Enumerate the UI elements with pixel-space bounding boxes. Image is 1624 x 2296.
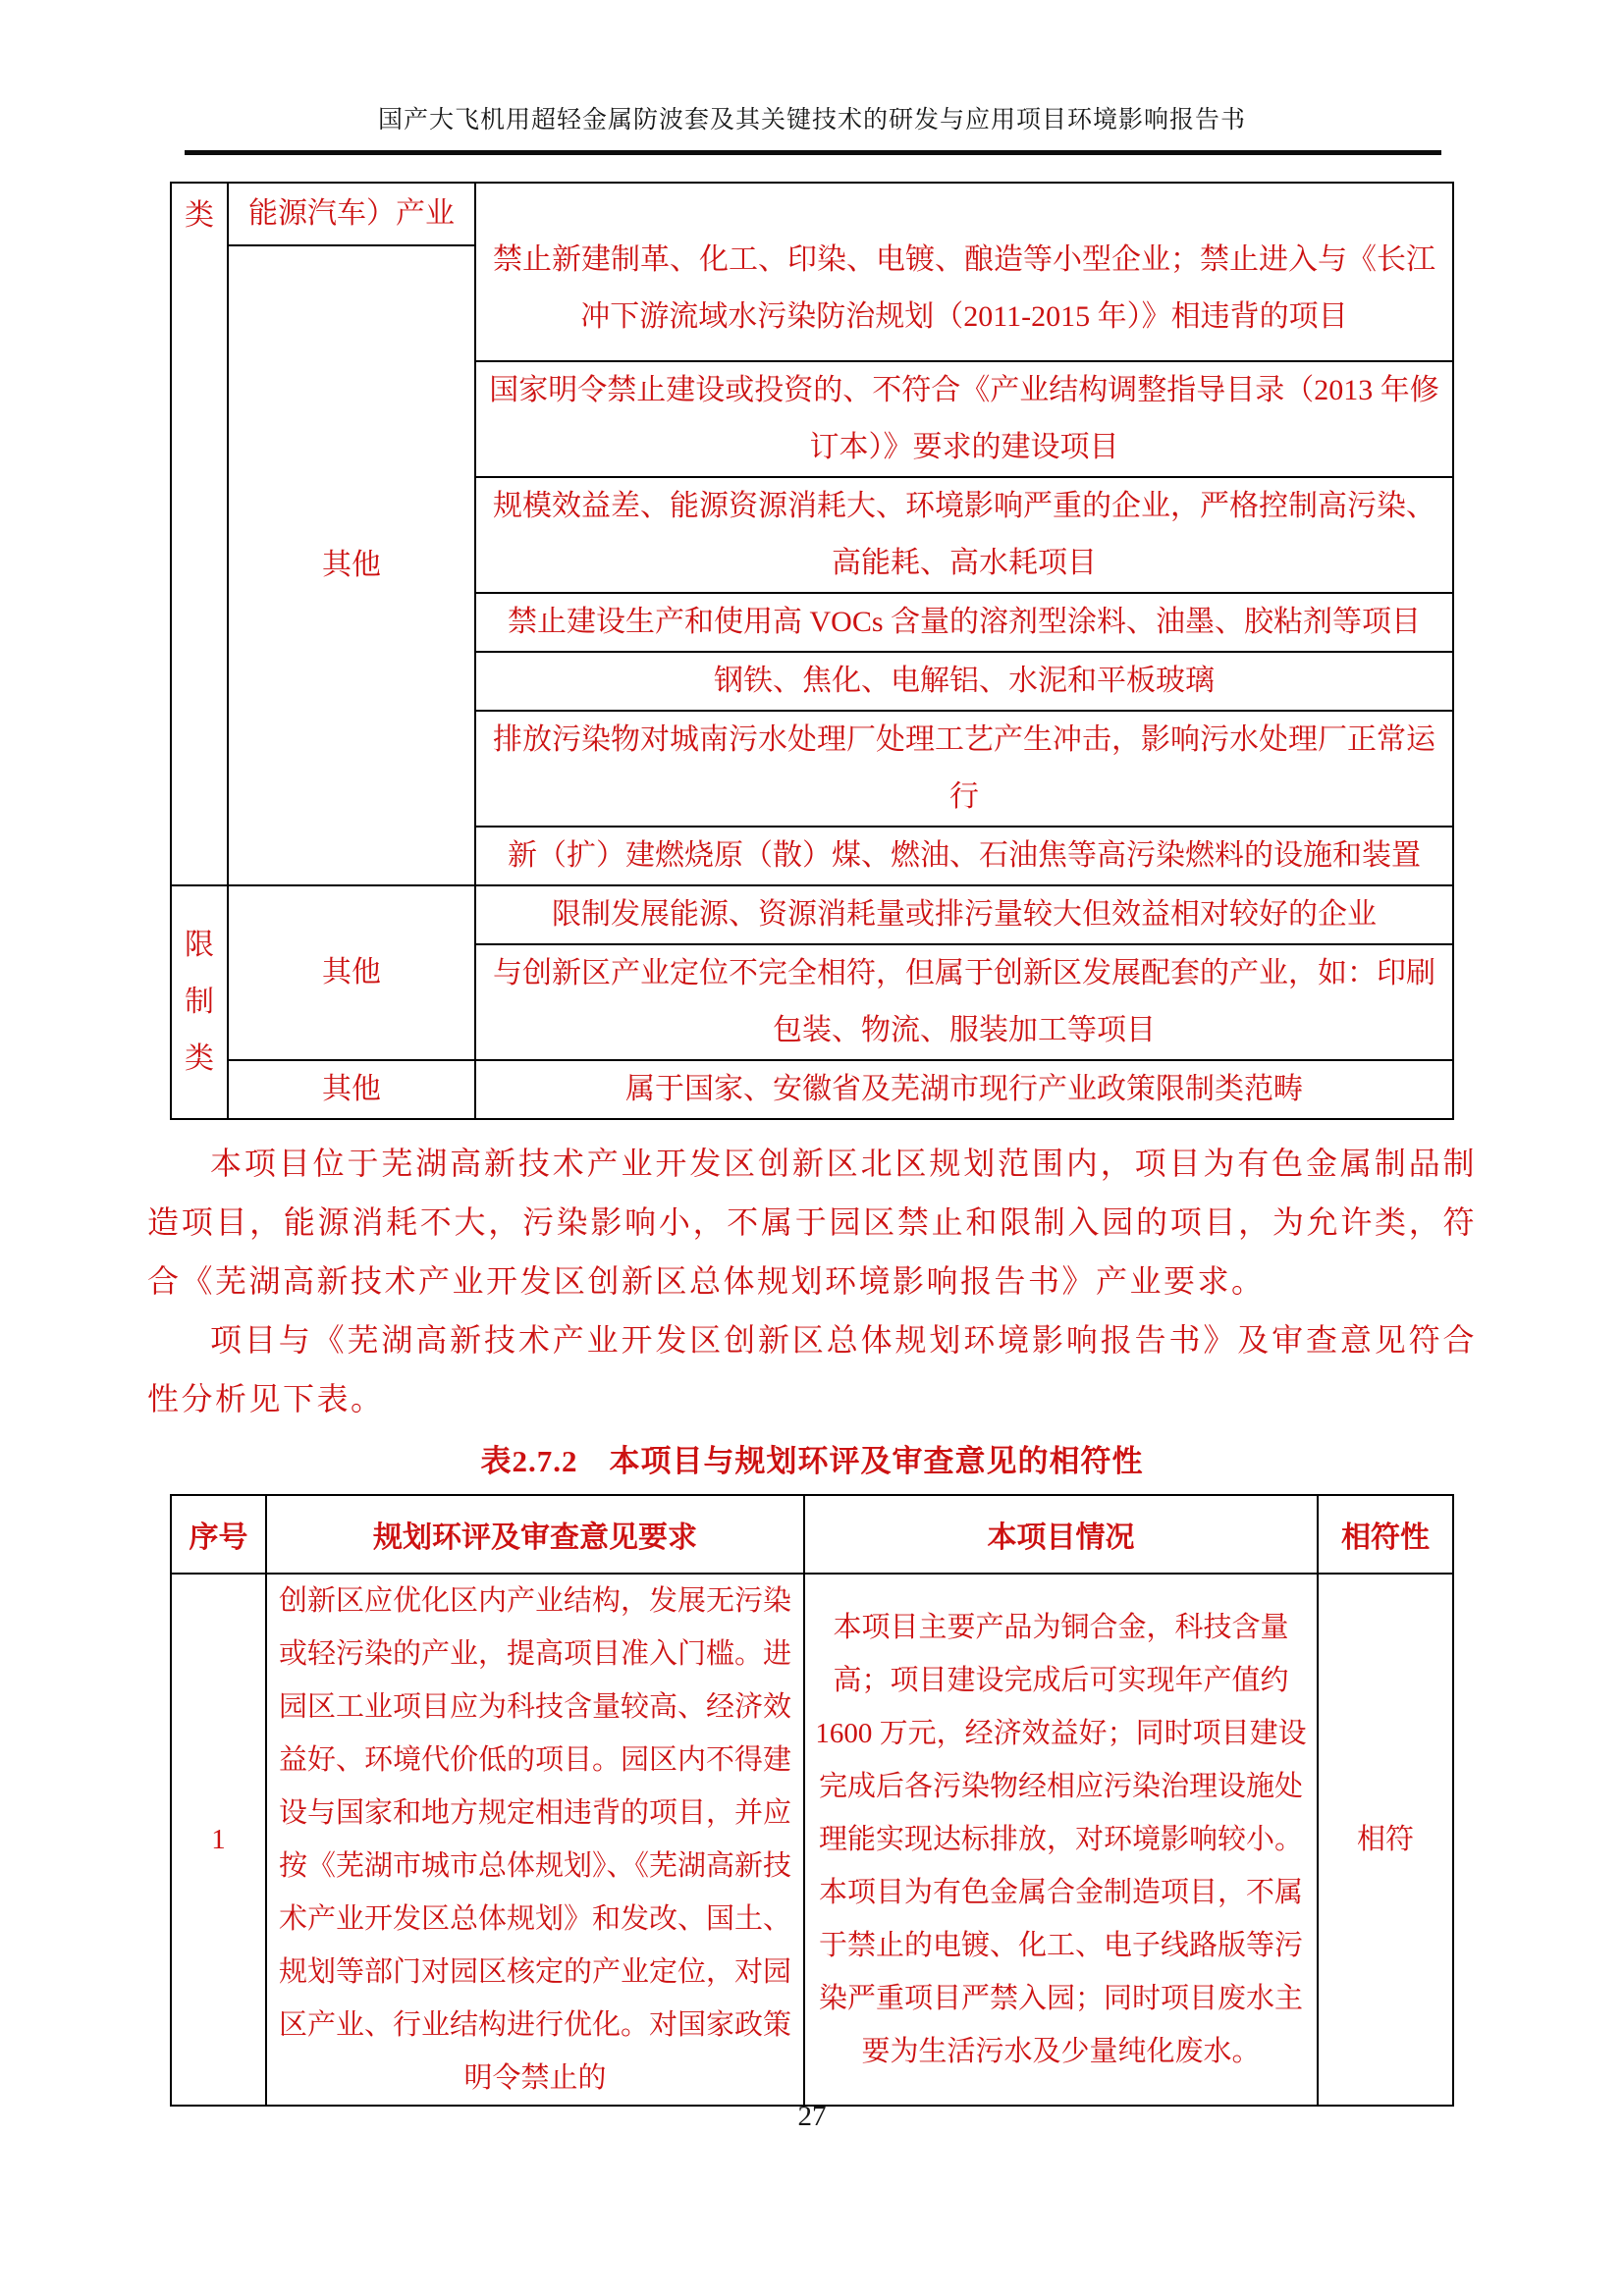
header-cell-serial: 序号: [171, 1495, 266, 1574]
page-number: 27: [797, 2101, 827, 2132]
table-row: [171, 885, 1453, 944]
policy-cell: 属于国家、安徽省及芜湖市现行产业政策限制类范畴: [475, 1060, 1453, 1119]
table-row: [171, 1060, 1453, 1119]
policy-cell: 与创新区产业定位不完全相符，但属于创新区发展配套的产业，如：印刷包装、物流、服装加工等项目: [475, 944, 1453, 1060]
table-caption: 表2.7.2 本项目与规划环评及审查意见的相符性: [480, 1444, 1144, 1478]
policy-cell: 规模效益差、能源资源消耗大、环境影响严重的企业，严格控制高污染、高能耗、高水耗项目: [475, 477, 1453, 593]
category-cell-restricted: 限制类: [171, 885, 228, 1119]
industry-cell: 能源汽车）产业: [228, 183, 475, 245]
body-paragraph: 本项目位于芜湖高新技术产业开发区创新区北区规划范围内，项目为有色金属制品制造项目，能源消耗不大，污染影响小，不属于园区禁止和限制入园的项目，为允许类，符合《芜湖高新技术产业开发区创新区总体规划环境影响报告书》产业要求。: [147, 1146, 1477, 1299]
compliance-table: [170, 1494, 1454, 2107]
situation-cell: 本项目主要产品为铜合金，科技含量高；项目建设完成后可实现年产值约 1600 万元，经济效益好；同时项目建设完成后各污染物经相应污染治理设施处理能实现达标排放，对环境影响较小。本项目为有色金属合金制造项目，不属于禁止的电镀、化工、电子线路版等污染严重项目严禁入园；同时项目废水主要为生活污水及少量纯化废水。: [804, 1574, 1318, 2106]
header-cell-conformity: 相符性: [1318, 1495, 1453, 1574]
policy-cell: 禁止新建制革、化工、印染、电镀、酿造等小型企业；禁止进入与《长江冲下游流域水污染防治规划（2011-2015 年）》相违背的项目: [475, 183, 1453, 361]
category-cell-prohibited-tail: 类: [171, 183, 228, 885]
policy-cell: 限制发展能源、资源消耗量或排污量较大但效益相对较好的企业: [475, 885, 1453, 944]
policy-cell: 排放污染物对城南污水处理厂处理工艺产生冲击，影响污水处理厂正常运行: [475, 711, 1453, 827]
table-row: [171, 183, 1453, 245]
body-paragraph: 项目与《芜湖高新技术产业开发区创新区总体规划环境影响报告书》及审查意见符合性分析见下表。: [147, 1322, 1477, 1416]
subcategory-cell-other: 其他: [228, 1060, 475, 1119]
policy-cell: 国家明令禁止建设或投资的、不符合《产业结构调整指导目录（2013 年修订本）》要求的建设项目: [475, 361, 1453, 477]
policy-cell: 新（扩）建燃烧原（散）煤、燃油、石油焦等高污染燃料的设施和装置: [475, 827, 1453, 885]
serial-cell: 1: [171, 1574, 266, 2106]
table-header-row: [171, 1495, 1453, 1574]
header-cell-requirement: 规划环评及审查意见要求: [266, 1495, 804, 1574]
page-header-title: 国产大飞机用超轻金属防波套及其关键技术的研发与应用项目环境影响报告书: [377, 107, 1246, 133]
policy-cell: 禁止建设生产和使用高 VOCs 含量的溶剂型涂料、油墨、胶粘剂等项目: [475, 593, 1453, 652]
subcategory-cell-other: 其他: [228, 245, 475, 885]
policy-cell: 钢铁、焦化、电解铝、水泥和平板玻璃: [475, 652, 1453, 711]
industry-restriction-table: [170, 182, 1454, 1120]
header-divider: [185, 150, 1441, 155]
subcategory-cell-other: 其他: [228, 885, 475, 1060]
header-cell-situation: 本项目情况: [804, 1495, 1318, 1574]
requirement-cell: 创新区应优化区内产业结构，发展无污染或轻污染的产业，提高项目准入门槛。进园区工业项目应为科技含量较高、经济效益好、环境代价低的项目。园区内不得建设与国家和地方规定相违背的项目，并应按《芜湖市城市总体规划》、《芜湖高新技术产业开发区总体规划》和发改、国土、规划等部门对园区核定的产业定位，对园区产业、行业结构进行优化。对国家政策明令禁止的: [266, 1574, 804, 2106]
conformity-cell: 相符: [1318, 1574, 1453, 2106]
table-row: [171, 1574, 1453, 2106]
